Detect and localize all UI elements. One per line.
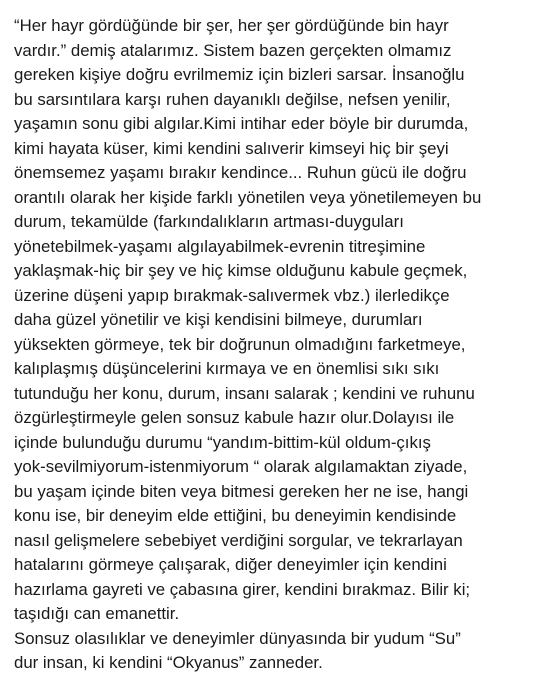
text-line: üzerine düşeni yapıp bırakmak-salıvermek vbz.) ilerledikçe <box>14 285 450 305</box>
text-line: daha güzel yönetilir ve kişi kendisini bilmeye, durumları <box>14 310 423 329</box>
text-line: bu sarsıntılara karşı ruhen dayanıklı değilse, nefsen yenilir, <box>14 89 451 109</box>
text-line: hatalarını görmeye çalışarak, diğer deneyimler için kendini <box>14 555 447 574</box>
text-line: taşıdığı can emanettir. <box>14 604 180 623</box>
text-line: orantılı olarak her kişide farklı yönetilen veya yönetilemeyen bu <box>14 187 482 207</box>
text-line: yok-sevilmiyorum-istenmiyorum “ olarak algılamaktan ziyade, <box>14 457 468 476</box>
text-line: Sonsuz olasılıklar ve deneyimler dünyasında bir yudum “Su” <box>14 628 461 648</box>
text-line: kalıplaşmış düşüncelerini kırmaya ve en önemlisi sıkı sıkı <box>14 359 440 378</box>
text-line: nasıl gelişmelere sebebiyet verdiğini sorgular, ve tekrarlayan <box>14 530 463 550</box>
text-line: yaşamın sonu gibi algılar.Kimi intihar eder böyle bir durumda, <box>14 114 469 133</box>
text-line: durum, tekamülde (farkındalıkların artması-duyguları <box>14 212 404 231</box>
text-line: konu ise, bir deneyim elde ettiğini, bu deneyimin kendisinde <box>14 506 457 525</box>
text-line: dur insan, ki kendini “Okyanus” zanneder. <box>14 653 323 672</box>
text-line: hazırlama gayreti ve çabasına girer, kendini bırakmaz. Bilir ki; <box>14 579 471 599</box>
text-line: “Her hayr gördüğünde bir şer, her şer gördüğünde bin hayr <box>14 16 449 35</box>
document-text <box>14 14 544 676</box>
text-line: özgürleştirmeyle gelen sonsuz kabule hazır olur.Dolayısı ile <box>14 408 455 427</box>
text-line: gereken kişiye doğru evrilmemiz için bizleri sarsar. İnsanoğlu <box>14 65 465 84</box>
text-line: önemsemez yaşamı bırakır kendince... Ruhun gücü ile doğru <box>14 163 467 182</box>
text-line: yüksekten görmeye, tek bir doğrunun olmadığını farketmeye, <box>14 334 466 354</box>
text-line: içinde bulunduğu durumu “yandım-bittim-kül oldum-çıkış <box>14 432 431 452</box>
text-line: vardır.” demiş atalarımız. Sistem bazen gerçekten olmamız <box>14 40 452 60</box>
text-line: bu yaşam içinde biten veya bitmesi gereken her ne ise, hangi <box>14 481 469 501</box>
text-line: kimi hayata küser, kimi kendini salıverir kimseyi hiç bir şeyi <box>14 138 449 158</box>
text-line: yaklaşmak-hiç bir şey ve hiç kimse olduğunu kabule geçmek, <box>14 261 468 280</box>
text-line: yönetebilmek-yaşamı algılayabilmek-evrenin titreşimine <box>14 236 426 256</box>
text-line: tutunduğu her konu, durum, insanı salarak ; kendini ve ruhunu <box>14 383 475 403</box>
